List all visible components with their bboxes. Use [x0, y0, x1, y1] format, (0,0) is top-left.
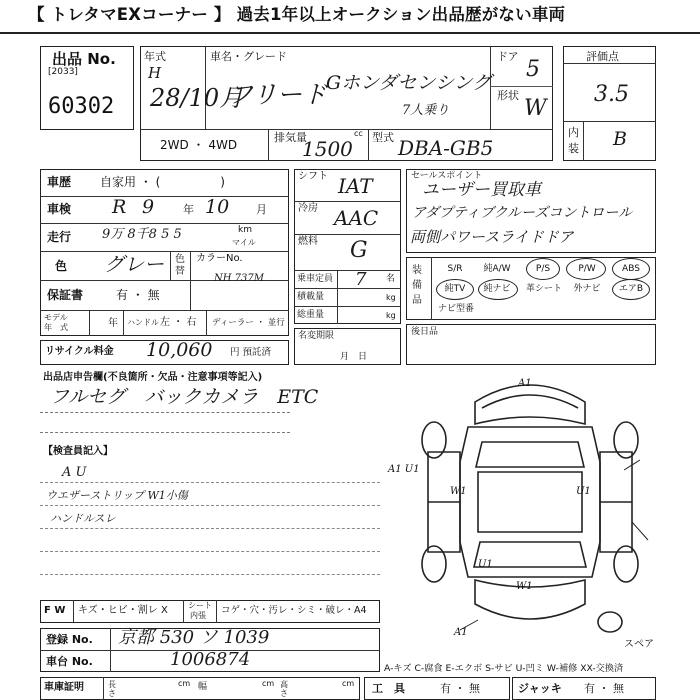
diagram-windshield	[476, 442, 584, 467]
fw-value: キズ・ヒビ・割レ X	[78, 605, 168, 616]
inspector-line-1: A U	[62, 465, 87, 480]
recycle-unit: 円 預託済	[230, 347, 272, 358]
mileage-label: 走行	[47, 230, 72, 244]
km-label: km	[238, 225, 252, 235]
sales-line-3: 両側パワースライドドア	[410, 228, 574, 246]
displacement-label: 排気量	[274, 131, 307, 144]
lot-sub: [2033]	[48, 67, 78, 77]
model-year-label-1: モデル	[44, 313, 68, 322]
fuel-label: 燃料	[298, 236, 318, 247]
warranty-label: 保証書	[47, 288, 84, 302]
circle-ps	[526, 258, 560, 280]
circle-abs	[612, 258, 650, 280]
diagram-mark-left: W1	[450, 486, 467, 497]
inspection-year: 9	[142, 196, 155, 218]
tools-value: 有 ・ 無	[440, 682, 480, 695]
diagram-mark-front: A1	[518, 378, 532, 389]
spare-label: スペア	[624, 639, 654, 650]
door-value: 5	[526, 57, 540, 82]
mileage-value: 9万 8千8 5 5	[102, 227, 182, 242]
equipment-pw: P/W	[578, 264, 596, 274]
color-no-label: カラーNo.	[196, 253, 243, 264]
displacement-value: 1500	[302, 137, 353, 161]
inspection-era: R	[112, 196, 127, 218]
score-value: 3.5	[594, 82, 629, 107]
inspector-line-3: ハンドルスレ	[50, 512, 116, 525]
jack-label: ジャッキ	[518, 682, 562, 695]
history-value: 自家用 ・ ( )	[100, 175, 225, 189]
car-diagram	[388, 372, 660, 642]
tools-label: 工 具	[372, 682, 405, 695]
car-grade: Gホンダセンシング	[326, 72, 492, 94]
shift-value: IAT	[338, 174, 373, 198]
header-title: 【 トレタマEXコーナー 】 過去1年以上オークション出品歴がない車両	[28, 5, 566, 24]
equipment-ext-navi: 外ナビ	[573, 284, 601, 294]
circle-tv	[436, 279, 474, 300]
capacity-label: 乗車定員	[297, 274, 334, 284]
diagram-cabin	[478, 472, 582, 532]
inspector-line-2: ウエザーストリップ W1小傷	[46, 489, 188, 502]
dim-length-label: 長さ	[108, 680, 116, 698]
ac-label: 冷房	[298, 203, 318, 214]
diagram-front-bumper	[475, 385, 585, 424]
dim-height-label: 高さ	[280, 680, 288, 698]
ac-value: AAC	[334, 206, 379, 230]
equipment-aw: 純A/W	[483, 264, 511, 274]
load-unit: kg	[386, 293, 396, 302]
color-change-1: 色	[175, 254, 185, 265]
gross-label: 総重量	[297, 310, 325, 320]
interior-value: B	[613, 128, 627, 150]
dim-width-label: 幅	[198, 682, 208, 692]
shape-label: 形状	[497, 89, 519, 102]
equipment-label-1: 装	[412, 265, 422, 276]
inspector-title: 【検査員記入】	[43, 446, 113, 457]
inspection-tsuki: 月	[256, 203, 267, 216]
car-grade2: 7人乗り	[402, 103, 450, 118]
cc-label: cc	[354, 129, 363, 138]
model-value: DBA-GB5	[398, 136, 494, 160]
gross-unit: kg	[386, 311, 396, 320]
color-change-2: 替	[175, 266, 185, 277]
seat-label-1: シート	[188, 601, 212, 610]
diagram-mark-lower: U1	[478, 559, 493, 570]
history-label: 車歴	[47, 175, 72, 189]
diagram-hood-line	[482, 395, 578, 408]
handle-value: 左 ・ 右	[160, 317, 197, 328]
recycle-label: リサイクル料金	[45, 346, 114, 357]
dim-height-unit: cm	[342, 679, 355, 688]
fuel-value: G	[350, 238, 368, 263]
lot-label: 出品 No.	[52, 50, 116, 68]
equipment-tv: 純TV	[444, 284, 466, 294]
diagram-mark-right: U1	[576, 486, 591, 497]
score-label: 評価点	[586, 50, 619, 63]
capacity-value: 7	[355, 269, 367, 290]
equipment-navi: 純ナビ	[483, 284, 511, 294]
dealer-label: ディーラー ・ 並行	[212, 318, 285, 328]
jack-value: 有 ・ 無	[584, 682, 624, 695]
model-label: 型式	[372, 131, 394, 144]
load-label: 積載量	[297, 292, 325, 302]
interior-label-2: 装	[568, 142, 579, 155]
door-label: ドア	[497, 50, 519, 63]
name-change-unit: 月 日	[340, 352, 368, 362]
circle-navi	[478, 279, 518, 300]
diagram-mark-side: A1 U1	[388, 464, 420, 475]
equipment-abs: ABS	[622, 264, 640, 274]
sales-line-2: アダプティブクルーズコントロール	[412, 205, 633, 221]
dim-length-unit: cm	[178, 679, 191, 688]
color-no-value: NH 737M	[214, 273, 264, 284]
inspection-label: 車検	[47, 202, 72, 216]
circle-pw	[566, 258, 606, 280]
color-label: 色	[55, 259, 68, 273]
mile-label: マイル	[232, 238, 256, 247]
recycle-value: 10,060	[146, 339, 213, 361]
interior-label-1: 内	[568, 126, 579, 139]
handle-label: ハンドル	[127, 318, 159, 327]
model-year-unit: 年	[108, 318, 118, 329]
model-year-label-2: 年 式	[44, 323, 68, 332]
warranty-value: 有 ・ 無	[116, 288, 160, 302]
car-name: フリード	[228, 80, 328, 109]
color-value: グレー	[104, 252, 164, 276]
year-value: 28/10月	[150, 84, 244, 112]
diagram-spare-tire	[598, 612, 622, 632]
shift-label: シフト	[298, 171, 328, 182]
chassis-label: 車台 No.	[46, 655, 93, 668]
equipment-ps: P/S	[535, 264, 551, 274]
drive-value: 2WD ・ 4WD	[160, 138, 238, 152]
chassis-value: 1006874	[170, 649, 251, 670]
shape-value: W	[524, 96, 547, 121]
seat-value: コゲ・穴・汚レ・シミ・破レ・A4	[221, 605, 367, 616]
legend-text: A-キズ C-腐食 E-エクボ S-サビ U-凹ミ W-補修 XX-交換済	[384, 663, 624, 674]
sales-label: セールスポイント	[411, 171, 483, 181]
lot-number: 60302	[48, 94, 115, 119]
name-change-label: 名変期限	[298, 331, 335, 341]
diagram-mark-bottom: A1	[454, 627, 468, 638]
equipment-label-2: 備	[412, 280, 422, 291]
arrival-box	[406, 324, 656, 365]
equipment-label-3: 品	[412, 295, 422, 306]
year-label: 年式	[144, 50, 166, 63]
sales-line-1: ユーザー買取車	[422, 180, 541, 200]
dim-width-unit: cm	[262, 679, 275, 688]
equipment-sr: S/R	[447, 264, 463, 274]
garage-label: 車庫証明	[44, 682, 84, 693]
reg-label: 登録 No.	[46, 633, 93, 646]
notes-content: フルセグ バックカメラ ETC	[50, 386, 319, 408]
arrival-label: 後日品	[411, 327, 439, 337]
diagram-mark-rear: W1	[516, 581, 533, 592]
inspection-nen: 年	[183, 203, 194, 216]
equipment-leather: 革シート	[525, 284, 562, 294]
equipment-airbag: エアB	[618, 284, 644, 294]
year-era: H	[148, 64, 162, 82]
name-label: 車名・グレード	[210, 50, 287, 63]
capacity-unit: 名	[386, 274, 396, 284]
circle-airbag	[612, 279, 650, 300]
equipment-navi-model: ナビ型番	[438, 304, 475, 314]
notes-title: 出品店申告欄(不良箇所・欠品・注意事項等記入)	[43, 372, 263, 383]
reg-value: 京都 530 ソ 1039	[118, 627, 270, 648]
seat-label-2: 内張	[190, 611, 206, 620]
fw-label: F W	[44, 605, 66, 616]
inspection-month: 10	[205, 196, 230, 218]
